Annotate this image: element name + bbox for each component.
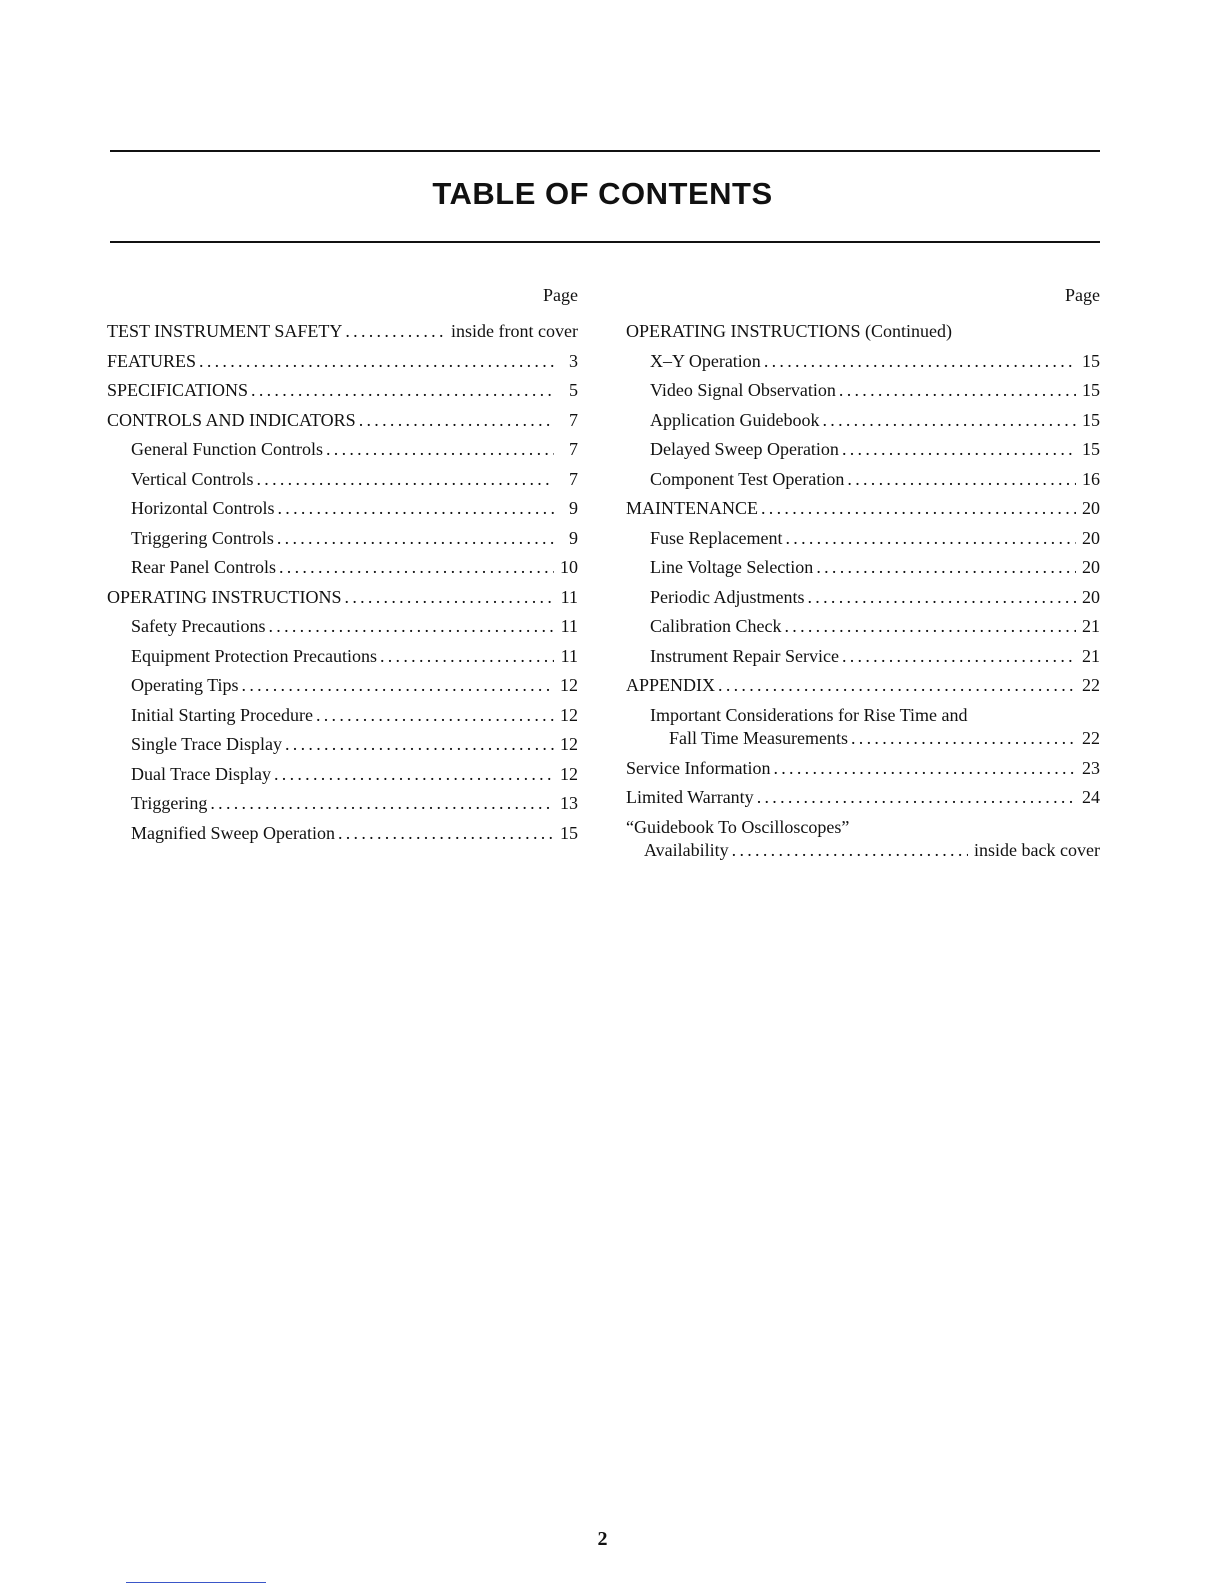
dot-leader <box>326 438 554 460</box>
toc-entry-page: 20 <box>1082 498 1100 518</box>
dot-leader <box>242 674 554 696</box>
toc-entry[interactable] <box>626 409 1100 431</box>
toc-entry-page: 13 <box>560 793 578 813</box>
toc-left-list <box>107 320 578 844</box>
toc-entry-page: 12 <box>560 763 578 784</box>
page-column-header: Page <box>543 285 578 305</box>
toc-entry-page: 10 <box>560 557 578 577</box>
toc-entry-page: 7 <box>569 439 578 459</box>
toc-entry-label: Single Trace Display <box>131 734 282 754</box>
toc-entry-page: 11 <box>560 616 578 636</box>
dot-leader <box>784 615 1076 637</box>
toc-entry-page: 5 <box>569 380 578 400</box>
dot-leader <box>839 379 1076 401</box>
toc-entry[interactable] <box>107 733 578 755</box>
toc-entry-label: Safety Precautions <box>131 616 266 636</box>
toc-entry-label: SPECIFICATIONS <box>107 380 249 400</box>
toc-entry-page: 22 <box>1082 728 1100 748</box>
page-title: TABLE OF CONTENTS <box>432 176 773 211</box>
toc-entry[interactable] <box>626 320 1100 342</box>
toc-entry[interactable] <box>107 556 578 578</box>
toc-entry-page: 21 <box>1082 616 1100 636</box>
toc-entry-page: 23 <box>1082 757 1100 778</box>
dot-leader <box>842 438 1076 460</box>
toc-entry[interactable] <box>107 615 578 637</box>
toc-entry-label: Component Test Operation <box>650 468 845 489</box>
toc-entry[interactable] <box>107 674 578 696</box>
toc-right-list <box>626 350 1100 697</box>
toc-entry-page: inside front cover <box>451 321 578 341</box>
toc-entry-label: TEST INSTRUMENT SAFETY <box>107 321 343 341</box>
toc-entry-label: FEATURES <box>107 350 197 371</box>
dot-leader <box>279 556 554 578</box>
toc-entry-label: Video Signal Observation <box>650 380 836 400</box>
toc-entry-label: Line Voltage Selection <box>650 557 814 577</box>
dot-leader <box>773 757 1076 779</box>
toc-entry[interactable] <box>107 409 578 431</box>
toc-entry-page: 9 <box>569 527 578 548</box>
dot-leader <box>847 468 1076 490</box>
toc-left-column <box>107 284 578 851</box>
dot-leader <box>380 645 554 667</box>
dot-leader <box>808 586 1077 608</box>
toc-entry-page: 16 <box>1082 468 1100 489</box>
dot-leader <box>338 822 554 844</box>
dot-leader <box>816 556 1076 578</box>
toc-entry-page: 15 <box>1082 439 1100 459</box>
dot-leader <box>842 645 1076 667</box>
toc-entry-page: 7 <box>569 409 578 430</box>
toc-entry-page: 20 <box>1082 527 1100 548</box>
toc-entry[interactable] <box>107 320 578 342</box>
dot-leader <box>256 468 554 490</box>
dot-leader <box>718 674 1076 696</box>
toc-entry-page: 7 <box>569 468 578 489</box>
toc-entry-label: Triggering Controls <box>131 527 274 548</box>
toc-entry-label: Initial Starting Procedure <box>131 704 313 725</box>
toc-entry-label: Periodic Adjustments <box>650 586 805 607</box>
toc-entry[interactable] <box>626 645 1100 667</box>
toc-entry[interactable] <box>626 727 1100 749</box>
dot-leader <box>210 792 554 814</box>
toc-entry[interactable] <box>107 704 578 726</box>
toc-entry[interactable] <box>626 757 1100 779</box>
toc-entry[interactable] <box>107 350 578 372</box>
dot-leader <box>274 763 554 785</box>
toc-entry[interactable] <box>626 379 1100 401</box>
toc-entry-label: Fall Time Measurements <box>669 728 848 748</box>
toc-entry[interactable] <box>626 497 1100 519</box>
toc-entry-page: 15 <box>560 822 578 843</box>
toc-entry[interactable] <box>107 379 578 401</box>
toc-entry[interactable] <box>107 645 578 667</box>
toc-entry[interactable] <box>626 674 1100 696</box>
dot-leader <box>345 320 445 342</box>
toc-entry-page: 11 <box>560 645 578 666</box>
toc-entry-label: Equipment Protection Precautions <box>131 645 377 666</box>
dot-leader <box>285 733 554 755</box>
toc-entry-page: 21 <box>1082 645 1100 666</box>
toc-entry-page: 24 <box>1082 787 1100 807</box>
toc-entry-page: 11 <box>560 586 578 607</box>
toc-entry-page: 12 <box>560 675 578 695</box>
dot-leader <box>277 497 554 519</box>
toc-entry-page: 12 <box>560 704 578 725</box>
dot-leader <box>764 350 1076 372</box>
toc-entry[interactable] <box>107 497 578 519</box>
dot-leader <box>316 704 554 726</box>
toc-entry-label: Service Information <box>626 757 771 778</box>
toc-entry-label: Triggering <box>131 793 208 813</box>
toc-entry[interactable] <box>626 816 1100 838</box>
dot-leader <box>851 727 1076 749</box>
toc-entry-page: 15 <box>1082 350 1100 371</box>
toc-entry[interactable] <box>626 615 1100 637</box>
toc-entry[interactable] <box>626 438 1100 460</box>
toc-entry-label: Rear Panel Controls <box>131 557 276 577</box>
scan-artifact-line <box>126 1582 266 1583</box>
toc-entry[interactable] <box>107 438 578 460</box>
toc-entry[interactable] <box>626 350 1100 372</box>
dot-leader <box>199 350 554 372</box>
toc-entry-label: General Function Controls <box>131 439 323 459</box>
toc-entry-label: APPENDIX <box>626 675 716 695</box>
toc-entry-page: 9 <box>569 498 578 518</box>
top-rule <box>110 150 1100 152</box>
dot-leader <box>277 527 554 549</box>
toc-entry-page: 3 <box>569 350 578 371</box>
toc-entry-label: “Guidebook To Oscilloscopes” <box>626 816 850 837</box>
toc-entry-page: 12 <box>560 734 578 754</box>
toc-entry-label: Availability <box>644 840 729 860</box>
toc-entry[interactable] <box>626 468 1100 490</box>
page-number: 2 <box>597 1528 608 1550</box>
toc-entry-label: Horizontal Controls <box>131 498 275 518</box>
toc-entry-label: Application Guidebook <box>650 409 820 430</box>
toc-entry-label: Delayed Sweep Operation <box>650 439 839 459</box>
dot-leader <box>345 586 554 608</box>
toc-entry-label: MAINTENANCE <box>626 498 758 518</box>
toc-entry-label: Instrument Repair Service <box>650 645 839 666</box>
toc-entry-label: Magnified Sweep Operation <box>131 822 335 843</box>
toc-entry-label: Limited Warranty <box>626 787 754 807</box>
toc-entry[interactable] <box>626 556 1100 578</box>
toc-entry-page: inside back cover <box>974 840 1100 860</box>
toc-entry-label: X–Y Operation <box>650 350 761 371</box>
toc-entry-page: 15 <box>1082 409 1100 430</box>
toc-entry-label: Vertical Controls <box>131 468 254 489</box>
toc-entry-label: Fuse Replacement <box>650 527 783 548</box>
page-column-header: Page <box>1065 285 1100 305</box>
toc-entry-page: 20 <box>1082 586 1100 607</box>
toc-entry-label: Dual Trace Display <box>131 763 271 784</box>
toc-entry-label: OPERATING INSTRUCTIONS (Continued) <box>626 321 952 341</box>
dot-leader <box>785 527 1076 549</box>
dot-leader <box>359 409 554 431</box>
toc-entry-page: 22 <box>1082 675 1100 695</box>
toc-entry[interactable] <box>626 586 1100 608</box>
toc-right-column <box>626 284 1100 869</box>
toc-entry-label: Important Considerations for Rise Time and <box>650 704 968 725</box>
dot-leader <box>732 839 968 861</box>
toc-entry[interactable] <box>107 468 578 490</box>
dot-leader <box>761 497 1076 519</box>
toc-entry-label: Operating Tips <box>131 675 239 695</box>
bottom-rule <box>110 241 1100 243</box>
toc-entry[interactable] <box>107 822 578 844</box>
toc-entry[interactable] <box>107 763 578 785</box>
toc-entry[interactable] <box>107 792 578 814</box>
toc-entry[interactable] <box>107 527 578 549</box>
toc-entry-page: 15 <box>1082 380 1100 400</box>
dot-leader <box>268 615 554 637</box>
toc-entry-page: 20 <box>1082 557 1100 577</box>
toc-entry[interactable] <box>626 839 1100 861</box>
toc-entry[interactable] <box>107 586 578 608</box>
dot-leader <box>251 379 554 401</box>
toc-entry[interactable] <box>626 704 1100 726</box>
toc-entry[interactable] <box>626 786 1100 808</box>
toc-entry[interactable] <box>626 527 1100 549</box>
toc-right-trailing <box>626 757 1100 809</box>
toc-entry-label: Calibration Check <box>650 616 782 636</box>
dot-leader <box>822 409 1076 431</box>
toc-entry-label: OPERATING INSTRUCTIONS <box>107 586 342 607</box>
toc-entry-label: CONTROLS AND INDICATORS <box>107 409 356 430</box>
dot-leader <box>757 786 1076 808</box>
